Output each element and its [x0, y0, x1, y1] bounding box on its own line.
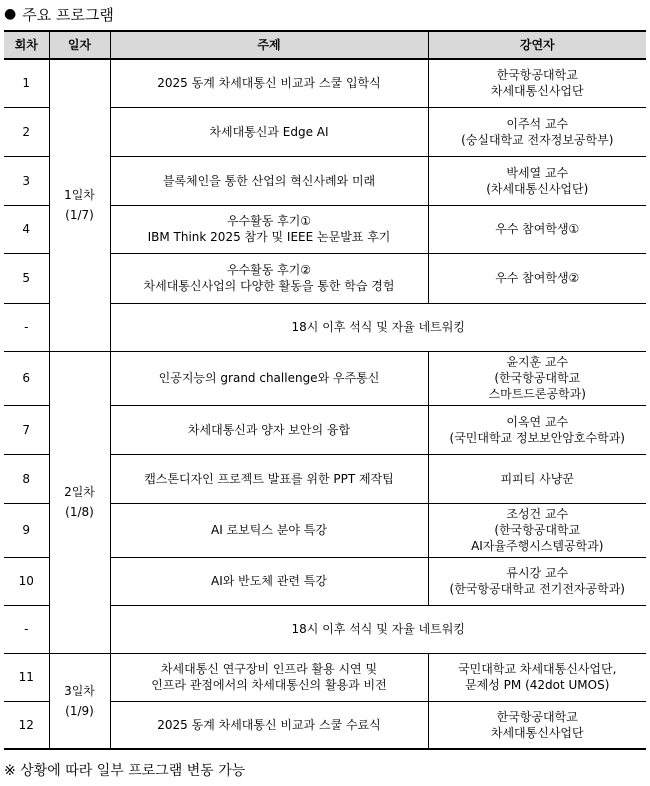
day-label: 2일차 — [64, 485, 95, 499]
session-speaker: 피피티 사냥꾼 — [428, 454, 646, 503]
session-speaker: 국민대학교 차세대통신사업단, 문제성 PM (42dot UMOS) — [428, 653, 646, 701]
footnote: ※ 상황에 따라 일부 프로그램 변동 가능 — [4, 763, 246, 779]
day-date: (1/8) — [65, 505, 94, 519]
session-number: 6 — [4, 351, 49, 405]
day-cell — [49, 351, 110, 653]
day-label: 3일차 — [64, 683, 95, 698]
session-speaker: 우수 참여학생② — [428, 253, 646, 303]
session-number: 5 — [4, 253, 49, 303]
session-number: - — [4, 605, 49, 653]
program-table — [4, 30, 646, 750]
day-cell — [49, 59, 110, 351]
session-number: 10 — [4, 557, 49, 605]
table-row — [4, 653, 646, 701]
day-date: (1/7) — [65, 208, 94, 223]
section-title — [4, 2, 114, 26]
session-topic: 2025 동계 차세대통신 비교과 스쿨 입학식 — [110, 59, 428, 107]
header-speaker: 강연자 — [428, 31, 646, 59]
day-label: 1일차 — [64, 188, 95, 203]
table-row — [4, 351, 646, 405]
bullet-icon: ● — [4, 6, 17, 22]
day-cell — [49, 653, 110, 749]
session-number: 2 — [4, 107, 49, 156]
header-topic: 주제 — [110, 31, 428, 59]
header-session: 회차 — [4, 31, 49, 59]
session-speaker: 조성건 교수 (한국항공대학교 AI자율주행시스템공학과) — [428, 503, 646, 557]
session-number: - — [4, 303, 49, 351]
session-topic: 우수활동 후기① IBM Think 2025 참가 및 IEEE 논문발표 후기 — [110, 205, 428, 253]
session-number: 4 — [4, 205, 49, 253]
session-number: 11 — [4, 653, 49, 701]
session-speaker: 한국항공대학교 차세대통신사업단 — [428, 59, 646, 107]
session-speaker: 이주석 교수 (숭실대학교 전자정보공학부) — [428, 107, 646, 156]
session-speaker: 한국항공대학교 차세대통신사업단 — [428, 701, 646, 749]
session-speaker: 윤지훈 교수 (한국항공대학교 스마트드론공학과) — [428, 351, 646, 405]
session-speaker: 우수 참여학생① — [428, 205, 646, 253]
session-number: 12 — [4, 701, 49, 749]
table-body — [4, 59, 646, 749]
session-number: 1 — [4, 59, 49, 107]
session-speaker: 박세열 교수 (차세대통신사업단) — [428, 156, 646, 205]
session-topic: 차세대통신 연구장비 인프라 활용 시연 및 인프라 관점에서의 차세대통신의 활용과 비전 — [110, 653, 428, 701]
session-topic: AI 로보틱스 분야 특강 — [110, 503, 428, 557]
session-topic: 차세대통신과 양자 보안의 융합 — [110, 405, 428, 454]
session-topic: 18시 이후 석식 및 자율 네트워킹 — [110, 605, 646, 653]
session-topic: 우수활동 후기② 차세대통신사업의 다양한 활동을 통한 학습 경험 — [110, 253, 428, 303]
session-number: 7 — [4, 405, 49, 454]
session-speaker: 류시강 교수 (한국항공대학교 전기전자공학과) — [428, 557, 646, 605]
session-topic: 블록체인을 통한 산업의 혁신사례와 미래 — [110, 156, 428, 205]
session-speaker: 이옥연 교수 (국민대학교 정보보안암호수학과) — [428, 405, 646, 454]
session-topic: AI와 반도체 관련 특강 — [110, 557, 428, 605]
session-number: 9 — [4, 503, 49, 557]
section-title-text: 주요 프로그램 — [22, 5, 114, 24]
session-topic: 18시 이후 석식 및 자율 네트워킹 — [110, 303, 646, 351]
session-topic: 차세대통신과 Edge AI — [110, 107, 428, 156]
session-topic: 2025 동계 차세대통신 비교과 스쿨 수료식 — [110, 701, 428, 749]
table-row — [4, 59, 646, 107]
day-date: (1/9) — [65, 703, 94, 718]
table-header-row — [4, 31, 646, 59]
session-number: 3 — [4, 156, 49, 205]
session-topic: 캡스톤디자인 프로젝트 발표를 위한 PPT 제작팁 — [110, 454, 428, 503]
session-number: 8 — [4, 454, 49, 503]
header-day: 일자 — [49, 31, 110, 59]
session-topic: 인공지능의 grand challenge와 우주통신 — [110, 351, 428, 405]
